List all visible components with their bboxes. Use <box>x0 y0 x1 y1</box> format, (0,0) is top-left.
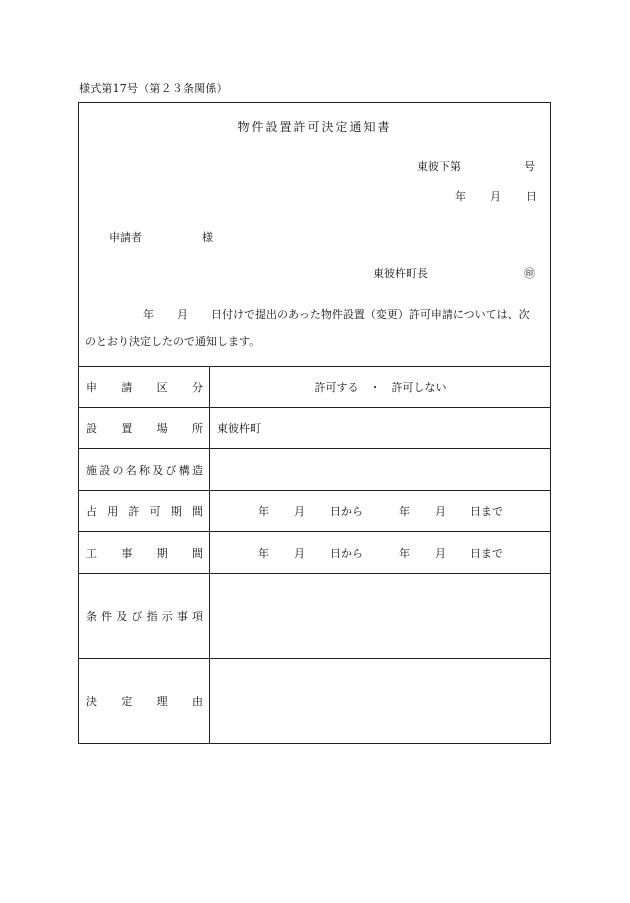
table-row-conditions <box>79 574 550 659</box>
period-start-month: 月 <box>294 546 305 560</box>
label-char: 場 <box>156 422 168 435</box>
period-fields <box>217 491 550 531</box>
label-char: 造 <box>192 463 203 477</box>
occupancy-period-value <box>211 491 550 531</box>
table-row-classification <box>79 366 550 408</box>
label-char: 設 <box>86 422 97 435</box>
conditions-value <box>211 574 550 658</box>
document-title: 物件設置許可決定通知書 <box>237 120 392 134</box>
label-classification <box>79 366 210 407</box>
table-row-facility <box>79 449 550 491</box>
label-char: 示 <box>161 610 173 623</box>
classification-options: 許可する ・ 許可しない <box>314 380 447 394</box>
label-char: 工 <box>86 546 97 560</box>
label-char: 間 <box>191 546 203 560</box>
label-location <box>79 408 210 448</box>
body-text: 日付けで提出のあった物件設置（変更）許可申請については、次 <box>211 308 530 321</box>
label-char: 占 <box>86 505 97 518</box>
table-row-location <box>79 408 550 449</box>
body-month: 月 <box>177 308 188 321</box>
label-char: 称 <box>139 463 150 477</box>
decision-table <box>79 366 550 743</box>
notice-body-line-1 <box>85 306 530 322</box>
label-char: 項 <box>191 610 203 623</box>
label-char: 事 <box>121 546 133 560</box>
label-char: 用 <box>107 505 119 518</box>
label-char: 由 <box>191 695 203 708</box>
period-start-day: 日から <box>330 505 363 518</box>
table-row-occupancy-period <box>79 491 550 532</box>
label-char: 設 <box>99 463 111 477</box>
period-start-year: 年 <box>258 546 269 560</box>
construction-period-value <box>211 532 550 573</box>
label-char: 及 <box>116 610 128 623</box>
label-char: 及 <box>152 463 164 477</box>
notification-form <box>78 102 551 744</box>
label-char: 名 <box>125 463 137 477</box>
label-char: び <box>165 463 177 477</box>
label-char: 条 <box>86 610 97 623</box>
period-start-month: 月 <box>294 505 305 518</box>
label-char: 期 <box>156 546 168 560</box>
label-char: 分 <box>191 380 203 394</box>
label-char: び <box>131 610 143 623</box>
label-char: 所 <box>191 422 203 435</box>
label-conditions <box>79 574 210 658</box>
period-start-day: 日から <box>330 546 363 560</box>
reference-number-prefix: 東彼下第 <box>417 160 461 173</box>
period-fields <box>217 532 550 573</box>
table-row-reason <box>79 659 550 743</box>
label-char: 置 <box>121 422 133 435</box>
applicant-honorific: 様 <box>202 231 213 244</box>
label-char: 件 <box>101 610 113 623</box>
label-char: 理 <box>156 695 168 708</box>
label-char: 期 <box>170 505 182 518</box>
period-end-month: 月 <box>435 505 446 518</box>
location-value: 東彼杵町 <box>217 422 261 435</box>
facility-value <box>211 449 550 490</box>
form-number: 様式第17号（第２３条関係） <box>79 82 228 95</box>
label-char: 許 <box>128 505 140 518</box>
label-construction-period <box>79 532 210 573</box>
body-year: 年 <box>143 308 154 321</box>
period-end-year: 年 <box>399 505 410 518</box>
seal-mark: ㊞ <box>524 267 535 280</box>
label-char: 可 <box>149 505 161 518</box>
notice-body-line-2: のとおり決定したので通知します。 <box>85 335 261 348</box>
label-char: 申 <box>86 380 97 394</box>
label-char: 事 <box>176 610 188 623</box>
label-char: 請 <box>121 380 133 394</box>
issue-date-month: 月 <box>490 190 501 203</box>
period-end-year: 年 <box>399 546 410 560</box>
issue-date-year: 年 <box>455 190 466 203</box>
label-char: の <box>112 463 124 477</box>
notice-section <box>79 103 550 367</box>
label-char: 指 <box>146 610 158 623</box>
label-reason <box>79 659 210 743</box>
label-char: 間 <box>191 505 203 518</box>
label-char: 定 <box>121 695 133 708</box>
label-char: 区 <box>156 380 168 394</box>
period-end-day: 日まで <box>470 505 503 518</box>
period-end-day: 日まで <box>470 546 503 560</box>
label-char: 施 <box>86 463 97 477</box>
label-char: 構 <box>178 463 190 477</box>
label-occupancy-period <box>79 491 210 531</box>
reference-number-suffix: 号 <box>524 160 535 173</box>
label-char: 決 <box>86 695 97 708</box>
applicant-label: 申請者 <box>109 231 142 244</box>
period-start-year: 年 <box>258 505 269 518</box>
label-facility <box>79 449 210 490</box>
issuer-title: 東彼杵町長 <box>373 267 428 280</box>
period-end-month: 月 <box>435 546 446 560</box>
table-row-construction-period <box>79 532 550 574</box>
reason-value <box>211 659 550 743</box>
issue-date-day: 日 <box>526 190 537 203</box>
